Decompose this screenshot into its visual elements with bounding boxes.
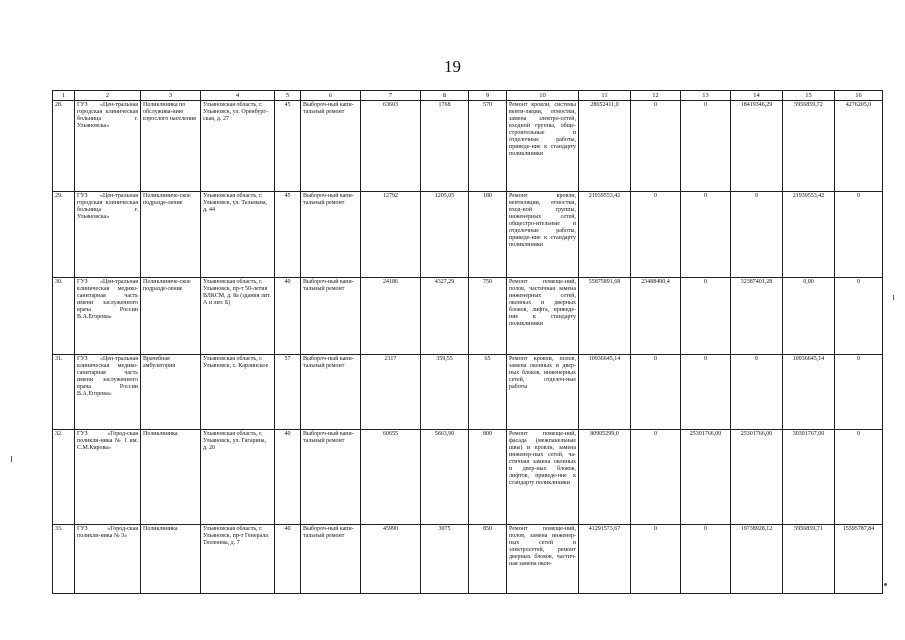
col13-cell: 0 <box>681 525 731 594</box>
col12-cell: 0 <box>631 525 681 594</box>
table-row <box>53 525 883 594</box>
repair-type-cell: Выбороч-ный капи-тальный ремонт <box>301 430 361 525</box>
col8-cell: 4327,29 <box>421 278 469 355</box>
col16-cell: 0 <box>835 355 883 430</box>
repair-plan-table <box>52 90 883 594</box>
unit-cell: Поликлиника <box>141 525 201 594</box>
row-number: 32. <box>53 430 75 525</box>
organization-cell: ГУЗ «Город-ская поликли-ника № 1 им. С.М.Кирова» <box>75 430 141 525</box>
col15-cell: 30301767,00 <box>783 430 835 525</box>
repair-type-cell: Выбороч-ный капи-тальный ремонт <box>301 278 361 355</box>
col13-cell: 0 <box>681 101 731 192</box>
repair-type-cell: Выбороч-ный капи-тальный ремонт <box>301 355 361 430</box>
works-cell: Ремонт кровли, полов, замена оконных и двер-ных блоков, инженерных сетей, отделоч-ные работы <box>507 355 579 430</box>
col9-cell: 750 <box>469 278 507 355</box>
col16-cell: 0 <box>835 278 883 355</box>
year-cell: 45 <box>275 101 301 192</box>
col9-cell: 180 <box>469 192 507 278</box>
col15-cell: 0,00 <box>783 278 835 355</box>
total-cost-cell: 21939553,42 <box>579 192 631 278</box>
unit-cell: Врачебная амбулатория <box>141 355 201 430</box>
scan-speck <box>893 295 894 300</box>
col8-cell: 359,55 <box>421 355 469 430</box>
col13-cell: 0 <box>681 355 731 430</box>
works-cell: Ремонт кровли, вентиляции, отмостки, вход-ной группы, инженерных сетей, общестро-ительные и отделочные работы, приведе-ние к стандарту поликлиники <box>507 192 579 278</box>
year-cell: 40 <box>275 525 301 594</box>
address-cell: Ульяновская область, г. Ульяновск, ул. Оренбург-ская, д. 27 <box>201 101 275 192</box>
col12-cell: 0 <box>631 430 681 525</box>
col8-cell: 3075 <box>421 525 469 594</box>
col8-cell: 1205,05 <box>421 192 469 278</box>
row-number: 31. <box>53 355 75 430</box>
column-number: 2 <box>75 91 141 101</box>
organization-cell: ГУЗ «Цен-тральная клиническая медико-санитарная часть имени заслуженного врача России В.А.Егорова» <box>75 278 141 355</box>
col15-cell: 21939553,42 <box>783 192 835 278</box>
col13-cell: 25301766,00 <box>681 430 731 525</box>
col16-cell: 15595787,84 <box>835 525 883 594</box>
address-cell: Ульяновская область, г. Ульяновск, ул. Гагарина, д. 20 <box>201 430 275 525</box>
address-cell: Ульяновская область, г. Ульяновск, пр-т Генерала Тюленева, д. 7 <box>201 525 275 594</box>
year-cell: 40 <box>275 430 301 525</box>
col9-cell: 800 <box>469 430 507 525</box>
scan-speck <box>884 583 887 586</box>
area-cell: 2117 <box>361 355 421 430</box>
area-cell: 60655 <box>361 430 421 525</box>
total-cost-cell: 10936645,14 <box>579 355 631 430</box>
repair-type-cell: Выбороч-ный капи-тальный ремонт <box>301 192 361 278</box>
table-row <box>53 101 883 192</box>
repair-type-cell: Выбороч-ный капи-тальный ремонт <box>301 525 361 594</box>
scan-speck <box>11 456 12 462</box>
column-number: 8 <box>421 91 469 101</box>
column-number: 3 <box>141 91 201 101</box>
total-cost-cell: 41291573,67 <box>579 525 631 594</box>
row-number: 29. <box>53 192 75 278</box>
column-number: 5 <box>275 91 301 101</box>
col9-cell: 850 <box>469 525 507 594</box>
repair-type-cell: Выбороч-ный капи-тальный ремонт <box>301 101 361 192</box>
row-number: 28. <box>53 101 75 192</box>
column-number-row <box>53 91 883 101</box>
column-number: 4 <box>201 91 275 101</box>
unit-cell: Поликлиника <box>141 430 201 525</box>
address-cell: Ульяновская область, г. Ульяновск, с. Карлинское <box>201 355 275 430</box>
col8-cell: 5663,90 <box>421 430 469 525</box>
unit-cell: Поликлиника по обслужива-нию взрослого населения <box>141 101 201 192</box>
col14-cell: 32387401,28 <box>731 278 783 355</box>
address-cell: Ульяновская область, г. Ульяновск, ул. Тельмана, д. 44 <box>201 192 275 278</box>
total-cost-cell: 55875891,68 <box>579 278 631 355</box>
area-cell: 45990 <box>361 525 421 594</box>
col14-cell: 25301766,00 <box>731 430 783 525</box>
address-cell: Ульяновская область, г. Ульяновск, пр-т 50-летия ВЛКСМ, д. 8а (здания лит. А и лит. Б) <box>201 278 275 355</box>
column-number: 13 <box>681 91 731 101</box>
row-number: 30. <box>53 278 75 355</box>
area-cell: 63603 <box>361 101 421 192</box>
organization-cell: ГУЗ «Цен-тральная клиническая медико-санитарная часть имени заслуженного врача России В.А.Егорова» <box>75 355 141 430</box>
col13-cell: 0 <box>681 278 731 355</box>
col12-cell: 0 <box>631 192 681 278</box>
organization-cell: ГУЗ «Цен-тральная городская клиническая больница г. Ульяновска» <box>75 192 141 278</box>
unit-cell: Поликлиниче-ское подразде-ление <box>141 192 201 278</box>
organization-cell: ГУЗ «Город-ская поликли-ника № 3» <box>75 525 141 594</box>
col12-cell: 0 <box>631 101 681 192</box>
col13-cell: 0 <box>681 192 731 278</box>
total-cost-cell: 28652411,0 <box>579 101 631 192</box>
col15-cell: 10936645,14 <box>783 355 835 430</box>
col12-cell: 0 <box>631 355 681 430</box>
year-cell: 40 <box>275 278 301 355</box>
col16-cell: 0 <box>835 192 883 278</box>
column-number: 12 <box>631 91 681 101</box>
column-number: 9 <box>469 91 507 101</box>
year-cell: 57 <box>275 355 301 430</box>
col8-cell: 1768 <box>421 101 469 192</box>
col9-cell: 570 <box>469 101 507 192</box>
page-number: 19 <box>444 57 461 76</box>
unit-cell: Поликлиниче-ское подразде-ление <box>141 278 201 355</box>
table-row <box>53 430 883 525</box>
column-number: 11 <box>579 91 631 101</box>
col14-cell: 18419346,29 <box>731 101 783 192</box>
col12-cell: 23488490,4 <box>631 278 681 355</box>
works-cell: Ремонт помеще-ний, полов, замена инженер-ных сетей и электросетей, ремонт дверных блоков, частич-ная замена окон- <box>507 525 579 594</box>
col14-cell: 19738928,12 <box>731 525 783 594</box>
column-number: 16 <box>835 91 883 101</box>
col16-cell: 0 <box>835 430 883 525</box>
col14-cell: 0 <box>731 192 783 278</box>
col16-cell: 4276205,0 <box>835 101 883 192</box>
total-cost-cell: 80905299,0 <box>579 430 631 525</box>
organization-cell: ГУЗ «Цен-тральная городская клиническая больница г. Ульяновска» <box>75 101 141 192</box>
column-number: 7 <box>361 91 421 101</box>
works-cell: Ремонт кровли, системы венти-ляции, отмостки, замена электро-сетей, входной группы, обще-строительные и отделочные работы, приведе-ние к стандарту поликлиники <box>507 101 579 192</box>
column-number: 6 <box>301 91 361 101</box>
table-row <box>53 192 883 278</box>
col15-cell: 5956859,71 <box>783 525 835 594</box>
col14-cell: 0 <box>731 355 783 430</box>
area-cell: 24186 <box>361 278 421 355</box>
column-number: 10 <box>507 91 579 101</box>
table-row <box>53 355 883 430</box>
col15-cell: 5956859,72 <box>783 101 835 192</box>
works-cell: Ремонт помеще-ний, полов, частичная замена инженерных сетей, оконных и дверных блоков, лифта, приведе-ние к стандарту поликлиники <box>507 278 579 355</box>
year-cell: 45 <box>275 192 301 278</box>
works-cell: Ремонт помеще-ний, фасада (межпанельные швы) и кровли, замена инженер-ных сетей, ча-стичная замена оконных и двер-ных блоков, лифтов, приведе-ние к стандарту поликлиники <box>507 430 579 525</box>
area-cell: 12792 <box>361 192 421 278</box>
column-number: 15 <box>783 91 835 101</box>
row-number: 33. <box>53 525 75 594</box>
column-number: 1 <box>53 91 75 101</box>
table-row <box>53 278 883 355</box>
column-number: 14 <box>731 91 783 101</box>
col9-cell: 65 <box>469 355 507 430</box>
